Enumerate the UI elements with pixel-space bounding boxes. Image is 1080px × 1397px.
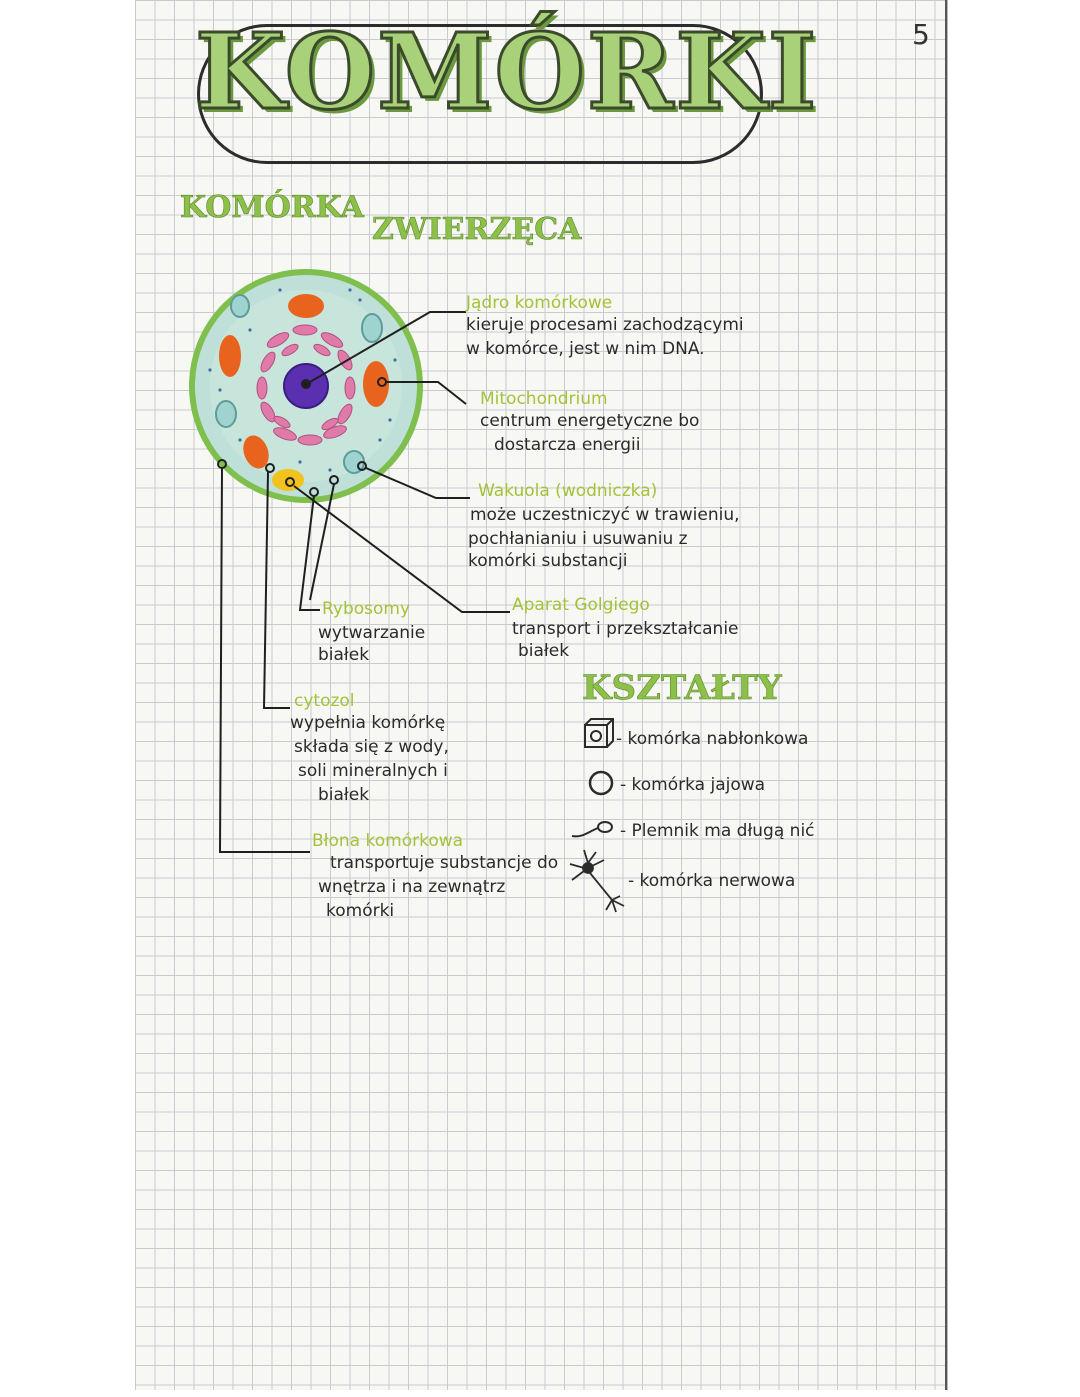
membrane-desc-2: wnętrza i na zewnątrz (318, 877, 506, 897)
legend-title: KSZTAŁTY (582, 668, 782, 708)
mitochondrium-desc-1: centrum energetyczne bo (480, 411, 700, 431)
page-number: 5 (912, 18, 930, 51)
vacuole-label: Wakuola (wodniczka) (478, 481, 658, 501)
golgi-apparatus (272, 469, 304, 491)
legend-item-neuron: - komórka nerwowa (628, 871, 796, 891)
golgi-desc-2: białek (518, 641, 570, 661)
subtitle-komorka: KOMÓRKA (180, 190, 364, 225)
legend-item-sperm: - Plemnik ma długą nić (620, 821, 815, 841)
cytosol-desc-2: składa się z wody, (294, 737, 449, 757)
membrane-label: Błona komórkowa (312, 831, 464, 851)
legend-item-egg: - komórka jajowa (620, 775, 766, 795)
golgi-desc-1: transport i przekształcanie (512, 619, 739, 639)
page-title: KOMÓRKI (195, 10, 819, 133)
sperm-cell-icon (572, 822, 612, 836)
nucleus-desc-1: kieruje procesami zachodzącymi (466, 315, 744, 335)
mitochondrion-top (288, 294, 324, 318)
vacuole-desc-2: pochłanianiu i usuwaniu z (468, 529, 688, 549)
legend-item-epithelial: - komórka nabłonkowa (616, 729, 809, 749)
vacuole-desc-1: może uczestniczyć w trawieniu, (470, 505, 740, 525)
neuron-icon (570, 850, 624, 912)
mitochondrion-left (219, 335, 241, 377)
nucleus-label: Jądro komórkowe (466, 293, 613, 313)
ribosomes-desc-2: białek (318, 645, 370, 665)
mitochondrium-desc-2: dostarcza energii (494, 435, 641, 455)
membrane-desc-1: transportuje substancje do (330, 853, 559, 873)
ribosomes-label: Rybosomy (322, 599, 411, 619)
vacuole-2 (216, 401, 236, 427)
ribosomes-desc-1: wytwarzanie (318, 623, 426, 643)
golgi-label: Aparat Golgiego (512, 595, 650, 615)
vacuole-1 (362, 314, 382, 342)
cytosol-desc-4: białek (318, 785, 370, 805)
subtitle-zwierzeca: ZWIERZĘCA (372, 212, 582, 247)
cytosol-desc-3: soli mineralnych i (298, 761, 448, 781)
egg-cell-icon (590, 772, 612, 794)
membrane-desc-3: komórki (326, 901, 395, 921)
cytosol-desc-1: wypełnia komórkę (290, 713, 446, 733)
vacuole-desc-3: komórki substancji (468, 551, 628, 571)
cube-cell-icon (585, 719, 613, 747)
nucleus-desc-2: w komórce, jest w nim DNA. (466, 339, 705, 359)
vacuole-3 (231, 295, 249, 317)
mitochondrium-label: Mitochondrium (480, 389, 608, 409)
cytosol-label: cytozol (294, 691, 355, 711)
